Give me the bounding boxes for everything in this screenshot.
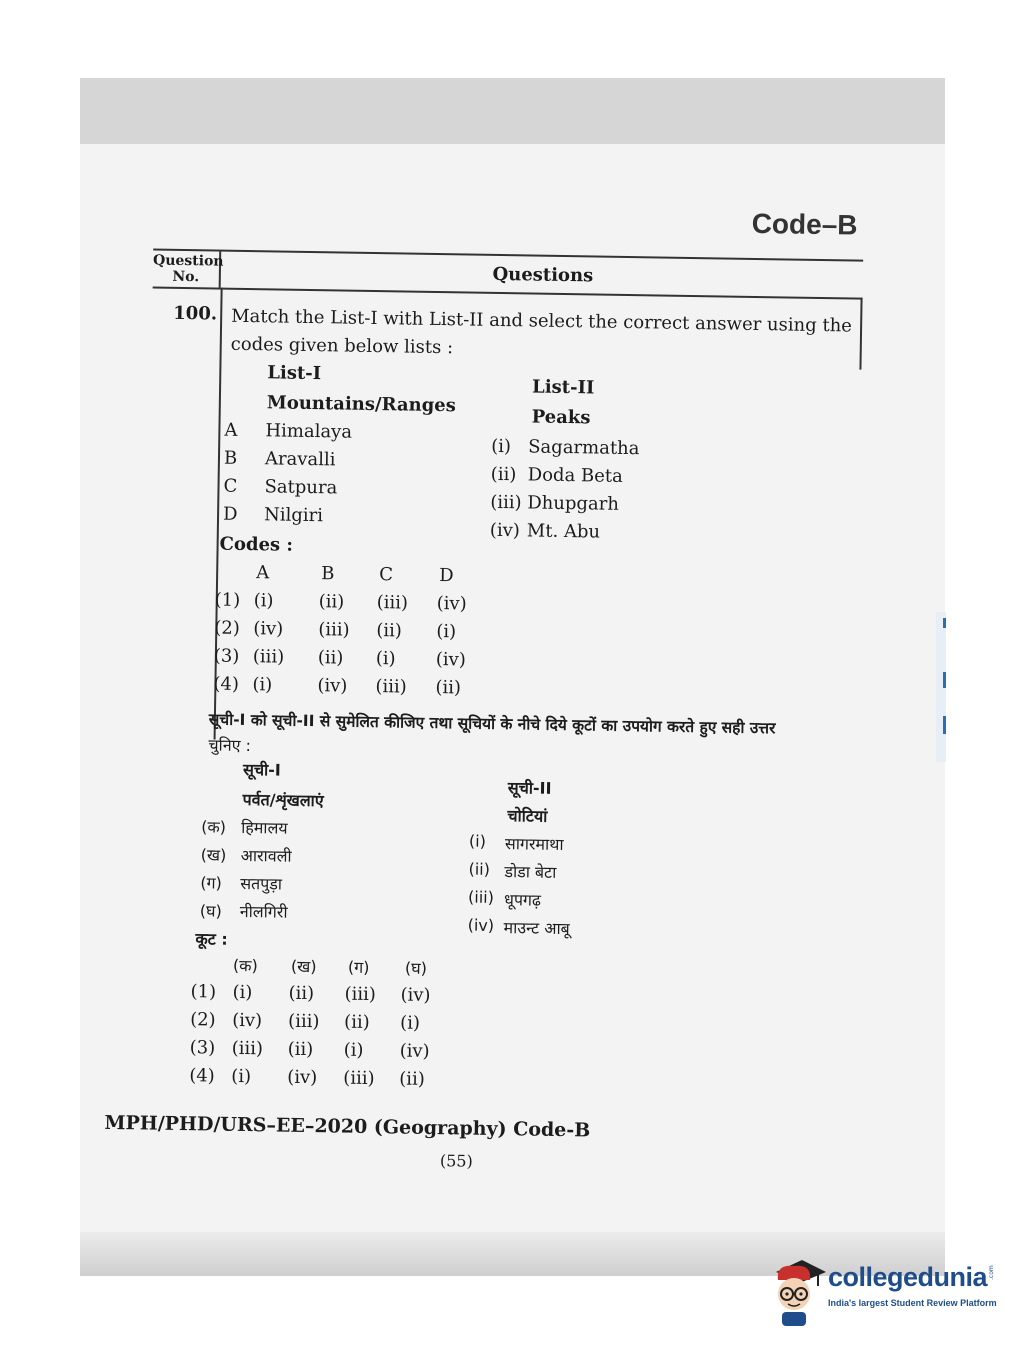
list2-value: Sagarmatha	[528, 436, 640, 460]
hindi-list1-key: (घ)	[199, 901, 222, 921]
hindi-code-option: (3)	[189, 1037, 216, 1059]
code-value: (iv)	[317, 675, 348, 697]
code-option: (2)	[214, 617, 240, 639]
code-value: (ii)	[318, 591, 345, 613]
hindi-code-value: (i)	[399, 1012, 421, 1034]
hindi-list2-value: सागरमाथा	[504, 834, 564, 855]
brand-tagline: India's largest Student Review Platform	[828, 1298, 997, 1308]
edge-artifact	[934, 612, 948, 762]
hindi-list1-key: (ग)	[200, 873, 222, 893]
code-value: (i)	[252, 674, 273, 696]
questions-header: Questions	[492, 263, 594, 287]
code-value: (ii)	[435, 676, 462, 699]
column-divider	[214, 288, 223, 740]
code-value: (i)	[253, 590, 274, 612]
hindi-list2-key: (iv)	[467, 915, 495, 935]
exam-footer: MPH/PHD/URS–EE–2020 (Geography) Code-B	[104, 1111, 591, 1142]
list1-value: Aravalli	[264, 448, 336, 471]
codes-label: Codes :	[219, 533, 294, 556]
table-header	[153, 249, 864, 300]
mascot-icon	[768, 1258, 826, 1328]
code-value: (iv)	[436, 593, 467, 615]
list2-key: (ii)	[490, 463, 517, 486]
hindi-code-value: (iii)	[344, 983, 377, 1006]
hindi-list2-subtitle: चोटियां	[507, 806, 548, 826]
brand-name: collegedunia	[828, 1262, 988, 1292]
list1-key: D	[222, 503, 238, 525]
list1-value: Nilgiri	[263, 504, 324, 527]
hindi-list1-value: आरावली	[240, 845, 292, 866]
list2-value: Mt. Abu	[526, 520, 601, 543]
hindi-list2-value: डोडा बेटा	[504, 862, 557, 882]
list1-value: Himalaya	[265, 420, 353, 443]
hindi-list1-value: हिमालय	[241, 817, 288, 838]
hindi-list1-key: (ख)	[200, 845, 227, 865]
hindi-code-value: (iii)	[343, 1067, 375, 1090]
hindi-code-value: (i)	[232, 981, 253, 1004]
hindi-codes-head: (क)	[232, 955, 258, 976]
hindi-code-value: (ii)	[399, 1068, 425, 1090]
code-value: (iv)	[435, 648, 466, 671]
list2-value: Doda Beta	[527, 464, 624, 487]
hindi-codes-head: (ख)	[290, 956, 317, 977]
hindi-code-option: (2)	[189, 1009, 216, 1031]
list2-key: (iii)	[490, 491, 522, 514]
list1-title: List-I	[267, 362, 322, 385]
list2-key: (i)	[491, 435, 512, 458]
list2-value: Dhupgarh	[527, 492, 620, 515]
code-value: (ii)	[317, 647, 344, 669]
list1-subtitle: Mountains/Ranges	[266, 392, 457, 417]
brand-com: .com	[988, 1265, 995, 1280]
hindi-prompt-line1: सूची-I को सूची-II से सुमेलित कीजिए तथा सूचियों के नीचे दिये कूटों का उपयोग करते हुए सही उत्तर	[208, 710, 776, 738]
hindi-list2-key: (i)	[468, 831, 487, 851]
code-value: (iv)	[253, 618, 284, 640]
code-value: (i)	[436, 620, 457, 643]
list1-key: C	[223, 475, 238, 497]
hindi-list2-key: (ii)	[468, 859, 491, 879]
hindi-code-value: (ii)	[287, 1038, 314, 1061]
hindi-code-value: (iv)	[231, 1009, 263, 1032]
code-label: Code–B	[751, 207, 858, 241]
code-value: (i)	[375, 648, 396, 670]
hindi-code-value: (i)	[343, 1039, 364, 1061]
hindi-codes-head: (ग)	[347, 957, 370, 977]
list1-value: Satpura	[264, 476, 338, 499]
code-value: (ii)	[376, 620, 403, 642]
list2-key: (iv)	[489, 519, 521, 542]
hindi-code-option: (4)	[189, 1065, 215, 1087]
hindi-code-value: (ii)	[343, 1011, 370, 1033]
codes-head: D	[438, 565, 454, 587]
hindi-code-value: (iv)	[399, 1040, 430, 1062]
code-option: (3)	[213, 645, 240, 667]
hindi-code-value: (iv)	[287, 1066, 318, 1089]
hindi-code-value: (i)	[231, 1065, 252, 1088]
code-value: (iii)	[376, 592, 409, 614]
question-number: 100.	[173, 302, 218, 325]
hindi-code-option: (1)	[190, 981, 217, 1003]
hindi-prompt-line2: चुनिए :	[208, 735, 252, 756]
hindi-list1-value: सतपुड़ा	[240, 873, 283, 894]
hindi-code-value: (iii)	[287, 1010, 320, 1033]
hindi-codes-label: कूट :	[195, 929, 228, 949]
page-number: (55)	[439, 1151, 473, 1171]
hindi-code-value: (iv)	[400, 984, 431, 1006]
list2-subtitle: Peaks	[531, 406, 591, 429]
code-value: (iii)	[375, 676, 407, 698]
question-prompt-line2: codes given below lists :	[230, 333, 454, 359]
codes-head: C	[379, 564, 394, 586]
hindi-list2-value: धूपगढ़	[503, 890, 542, 910]
question-prompt-line1: Match the List-I with List-II and select the correct answer using the	[231, 305, 853, 337]
list1-key: B	[223, 447, 238, 469]
codes-head: B	[321, 563, 335, 585]
hindi-list2-key: (iii)	[467, 887, 495, 907]
hindi-list1-value: नीलगिरी	[239, 901, 288, 922]
hindi-list2-value: माउन्ट आबू	[503, 918, 570, 939]
hindi-code-value: (ii)	[288, 982, 315, 1005]
code-option: (4)	[213, 673, 240, 695]
code-option: (1)	[214, 589, 241, 611]
hindi-list1-subtitle: पर्वत/शृंखलाएं	[242, 789, 324, 811]
list2-title: List-II	[531, 376, 595, 399]
hindi-list2-title: सूची-II	[507, 778, 552, 798]
hindi-list1-key: (क)	[201, 817, 227, 837]
collegedunia-watermark	[768, 1258, 998, 1328]
hindi-list1-title: सूची-I	[242, 759, 281, 780]
code-value: (iii)	[252, 646, 285, 668]
question-no-header: Question No.	[153, 251, 222, 288]
hindi-codes-head: (घ)	[404, 958, 428, 978]
hindi-code-value: (iii)	[231, 1037, 264, 1060]
codes-head: A	[256, 562, 270, 584]
list1-key: A	[224, 419, 238, 441]
code-value: (iii)	[318, 619, 350, 641]
right-border	[859, 298, 862, 370]
